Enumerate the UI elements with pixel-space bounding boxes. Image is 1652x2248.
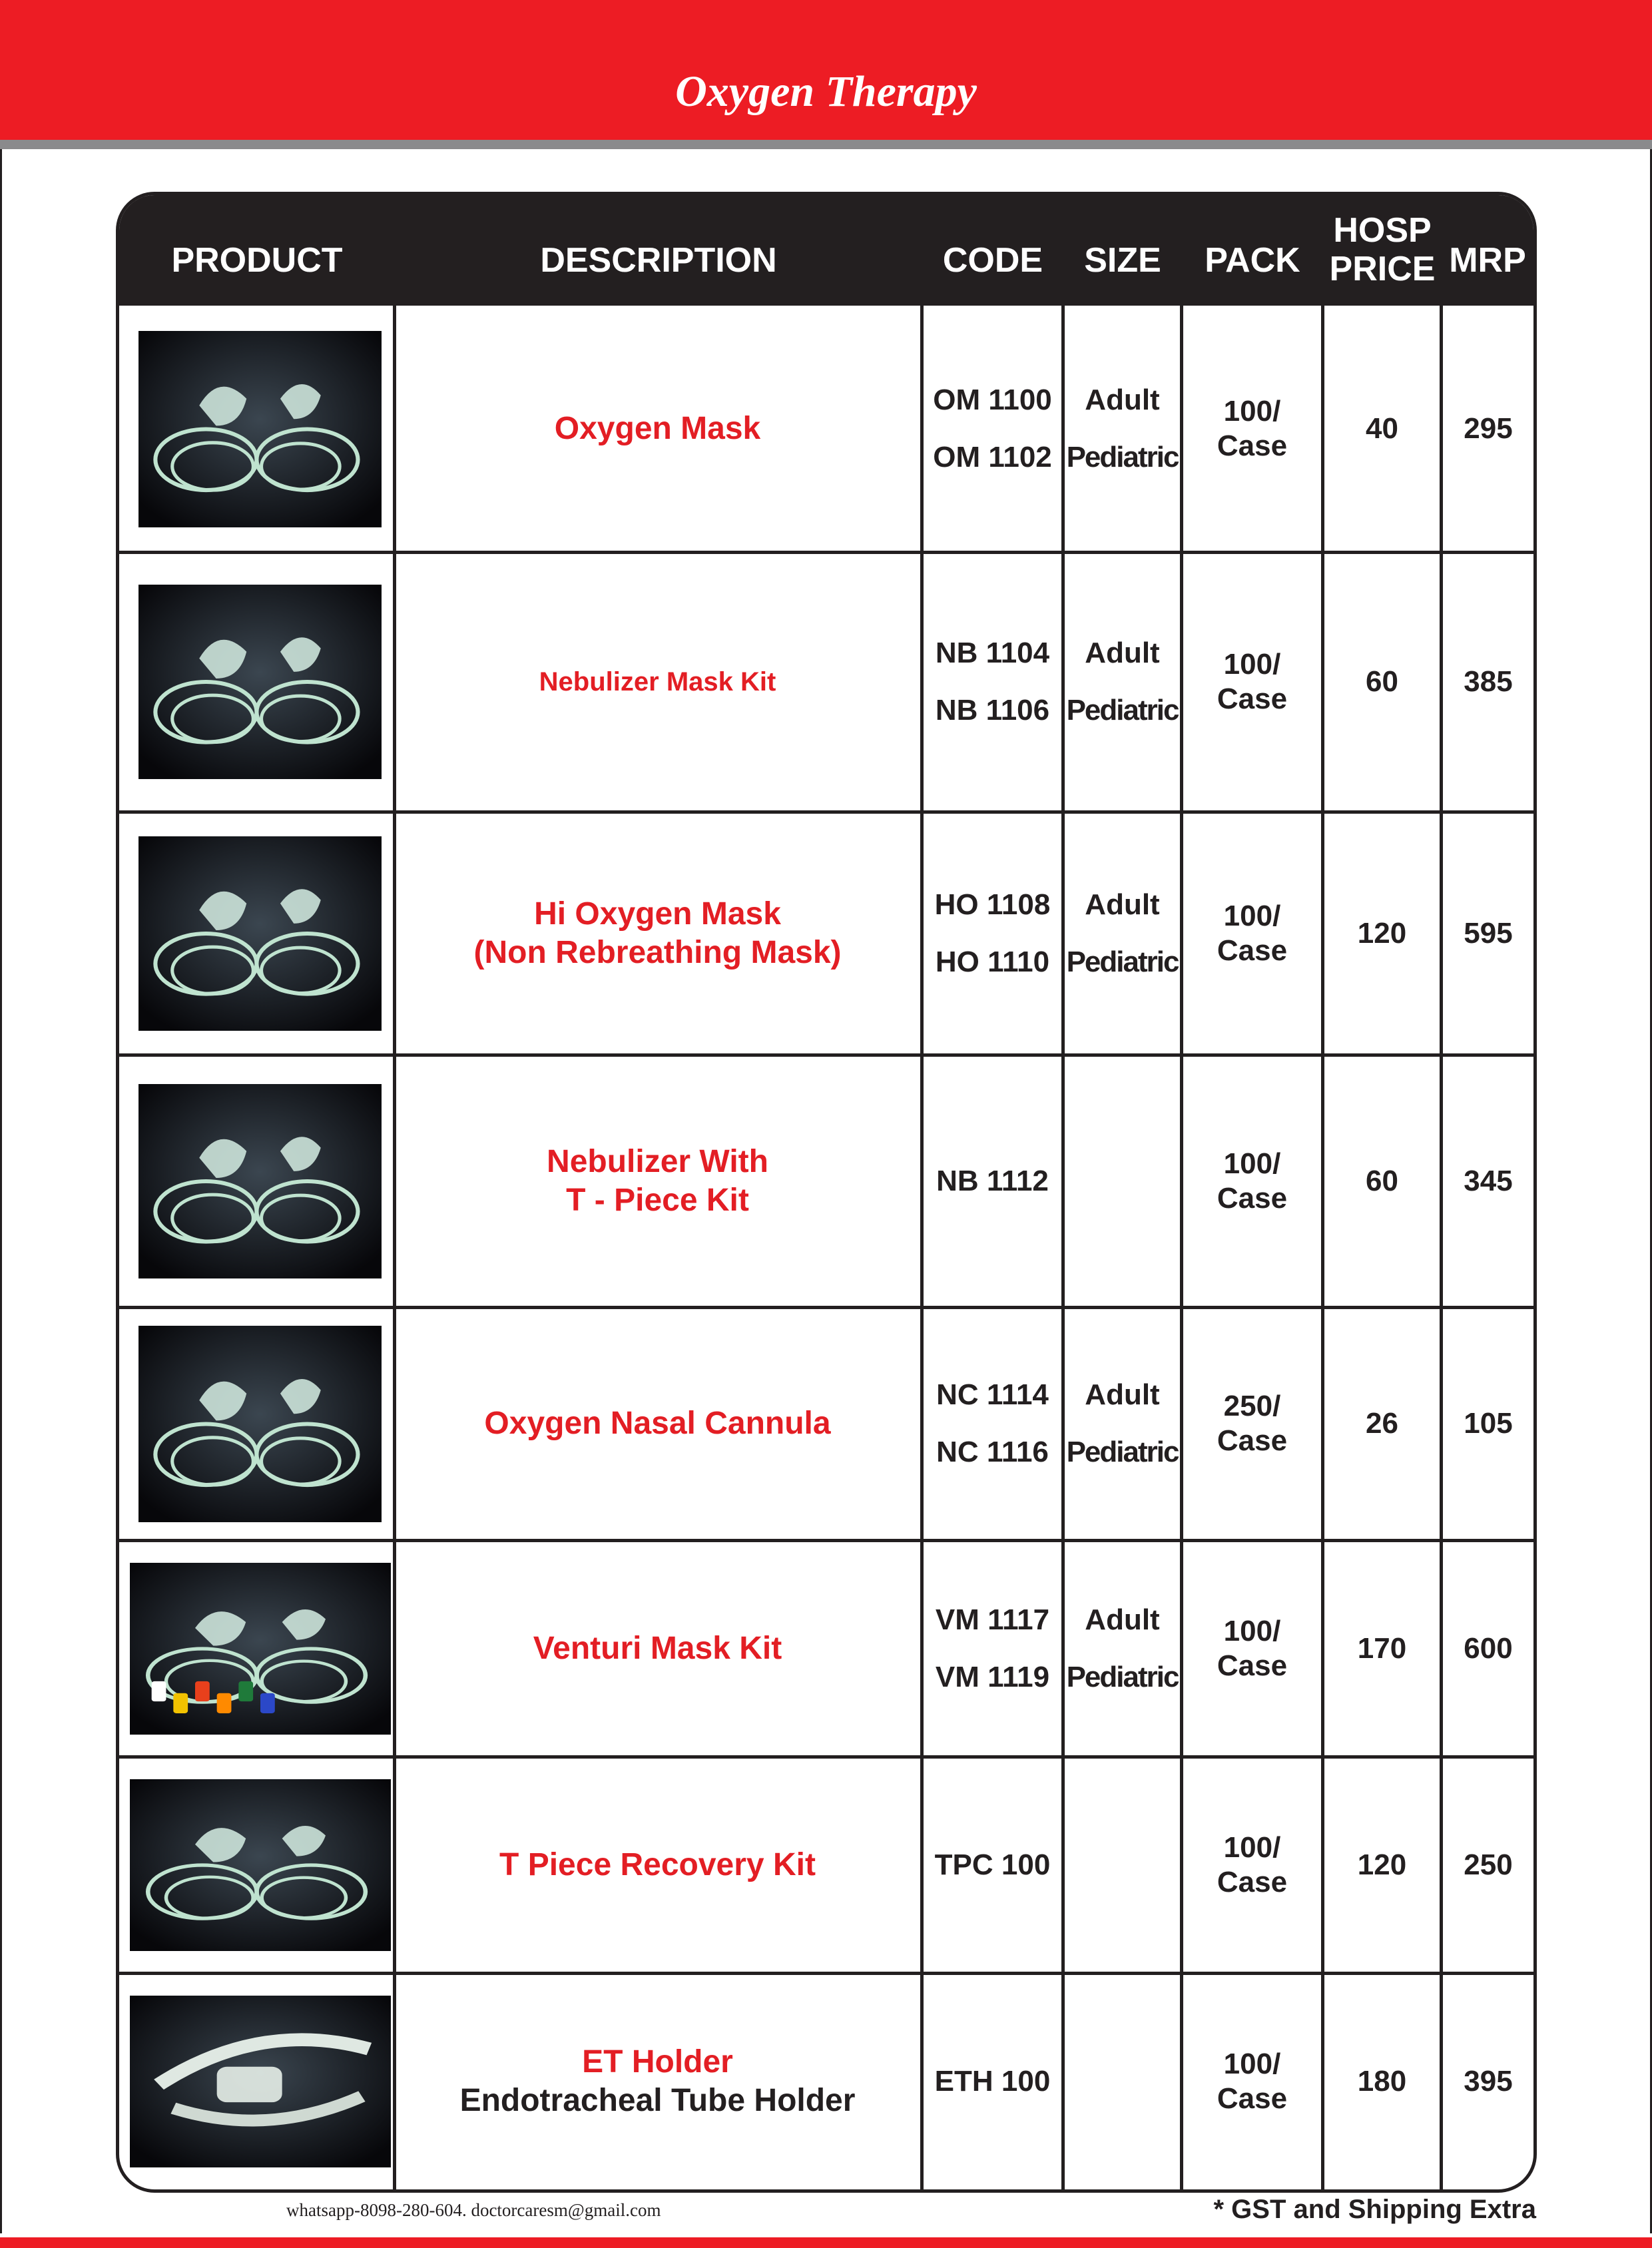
- nebulizer-mask-kit-photo: [138, 585, 382, 779]
- product-size: Pediatric: [1066, 441, 1179, 473]
- gst-note: * GST and Shipping Extra: [1213, 2195, 1536, 2224]
- product-code: HO 1110: [935, 945, 1050, 978]
- product-name-line2: T - Piece Kit: [566, 1182, 749, 1218]
- product-name: Oxygen Nasal Cannula: [484, 1406, 831, 1441]
- header-product: PRODUCT: [171, 241, 343, 280]
- header-pack: PACK: [1205, 241, 1300, 280]
- product-codes: [924, 1540, 1061, 1757]
- product-code: NB 1112: [936, 1164, 1049, 1197]
- product-name: Nebulizer Mask Kit: [539, 667, 776, 697]
- product-name: T Piece Recovery Kit: [499, 1846, 816, 1882]
- product-name: ET Holder: [582, 2044, 733, 2080]
- pack-quantity: 100/: [1223, 899, 1281, 932]
- product-size: Pediatric: [1066, 1660, 1179, 1693]
- bottom-red-bar: [0, 2237, 1652, 2248]
- column-divider: [1061, 195, 1065, 2193]
- product-codes: [924, 1973, 1061, 2189]
- product-sizes: [1065, 812, 1180, 1055]
- product-code: VM 1117: [935, 1603, 1050, 1636]
- hosp-price: 60: [1366, 665, 1398, 698]
- product-code: NC 1114: [936, 1378, 1049, 1411]
- product-name: Nebulizer With: [547, 1143, 768, 1179]
- pack-unit: Case: [1217, 1424, 1288, 1457]
- hosp-price: 120: [1357, 916, 1407, 950]
- product-description: [395, 1540, 920, 1757]
- header-hosp-price: [1323, 195, 1442, 306]
- product-description: [395, 1055, 920, 1307]
- hosp-price: 60: [1366, 1164, 1398, 1197]
- product-sizes: [1065, 552, 1180, 812]
- page-border-left: [0, 149, 2, 2233]
- column-divider: [920, 195, 924, 2193]
- mrp-price: 295: [1464, 412, 1513, 445]
- hosp-price: 26: [1366, 1407, 1398, 1440]
- product-description: [395, 1757, 920, 1973]
- product-codes: [924, 1307, 1061, 1540]
- product-sizes: [1065, 1757, 1180, 1973]
- product-pack: [1183, 306, 1321, 552]
- product-code: NB 1104: [935, 637, 1050, 669]
- mrp-price: 385: [1464, 665, 1513, 698]
- product-size: Adult: [1085, 888, 1160, 921]
- product-size: Pediatric: [1066, 1436, 1179, 1468]
- product-codes: [924, 1757, 1061, 1973]
- nebulizer-t-piece-photo: [138, 1084, 382, 1278]
- product-size: Adult: [1085, 1378, 1160, 1411]
- header-hosp-price-line1: HOSP: [1333, 211, 1432, 250]
- product-name: Hi Oxygen Mask: [534, 896, 781, 932]
- t-piece-recovery-kit-photo: [130, 1779, 391, 1951]
- product-name: Venturi Mask Kit: [533, 1630, 782, 1666]
- product-codes: [924, 306, 1061, 552]
- hi-oxygen-mask-photo: [138, 836, 382, 1031]
- pack-unit: Case: [1217, 1181, 1288, 1215]
- mrp-price: 105: [1464, 1407, 1513, 1440]
- product-pack: [1183, 1757, 1321, 1973]
- pack-unit: Case: [1217, 934, 1288, 967]
- pack-quantity: 100/: [1223, 1614, 1281, 1647]
- contact-info: whatsapp-8098-280-604. doctorcaresm@gmail.com: [286, 2200, 661, 2220]
- pack-quantity: 100/: [1223, 648, 1281, 681]
- product-sizes: [1065, 306, 1180, 552]
- product-sizes: [1065, 1540, 1180, 1757]
- product-name: Oxygen Mask: [554, 411, 761, 446]
- hosp-price: 40: [1366, 412, 1398, 445]
- pack-unit: Case: [1217, 2082, 1288, 2115]
- pack-unit: Case: [1217, 1865, 1288, 1898]
- product-code: OM 1102: [933, 441, 1052, 473]
- column-divider: [1440, 195, 1443, 2193]
- product-pack: [1183, 1973, 1321, 2189]
- product-code: HO 1108: [934, 888, 1051, 921]
- hosp-price: 170: [1357, 1631, 1407, 1665]
- banner-underline: [0, 140, 1652, 149]
- mrp-price: 395: [1464, 2064, 1513, 2098]
- pack-unit: Case: [1217, 683, 1288, 715]
- product-name-line2: (Non Rebreathing Mask): [473, 934, 842, 970]
- product-codes: [924, 1055, 1061, 1307]
- product-sizes: [1065, 1055, 1180, 1307]
- pack-quantity: 100/: [1223, 1830, 1281, 1864]
- product-description: [395, 812, 920, 1055]
- product-size: Adult: [1085, 637, 1160, 669]
- product-subtitle: Endotracheal Tube Holder: [459, 2082, 856, 2118]
- product-pack: [1183, 1307, 1321, 1540]
- product-pack: [1183, 1540, 1321, 1757]
- product-code: ETH 100: [934, 2064, 1051, 2098]
- product-description: [395, 1973, 920, 2189]
- nasal-cannula-photo: [138, 1326, 382, 1522]
- product-description: [395, 552, 920, 812]
- product-description: [395, 306, 920, 552]
- header-size: SIZE: [1084, 241, 1161, 280]
- pack-unit: Case: [1217, 1649, 1288, 1682]
- product-code: NC 1116: [936, 1436, 1049, 1468]
- product-size: Pediatric: [1066, 694, 1179, 726]
- column-divider: [1321, 195, 1324, 2193]
- pack-quantity: 100/: [1223, 395, 1281, 427]
- header-code: CODE: [942, 241, 1043, 280]
- oxygen-mask-photo: [138, 331, 382, 527]
- pack-quantity: 100/: [1223, 1147, 1281, 1180]
- header-mrp: MRP: [1449, 241, 1526, 280]
- hosp-price: 180: [1357, 2064, 1407, 2098]
- product-pack: [1183, 552, 1321, 812]
- product-sizes: [1065, 1307, 1180, 1540]
- product-code: OM 1100: [933, 384, 1052, 416]
- page-title: Oxygen Therapy: [675, 67, 977, 116]
- product-pack: [1183, 812, 1321, 1055]
- column-divider: [1180, 195, 1183, 2193]
- product-codes: [924, 552, 1061, 812]
- hosp-price: 120: [1357, 1848, 1407, 1881]
- product-sizes: [1065, 1973, 1180, 2189]
- product-codes: [924, 812, 1061, 1055]
- product-size: Adult: [1085, 1603, 1160, 1636]
- column-divider: [393, 195, 396, 2193]
- product-code: TPC 100: [934, 1848, 1051, 1881]
- pack-quantity: 100/: [1223, 2047, 1281, 2080]
- mrp-price: 600: [1464, 1631, 1513, 1665]
- pack-unit: Case: [1217, 429, 1288, 462]
- pack-quantity: 250/: [1223, 1390, 1281, 1422]
- product-size: Adult: [1085, 384, 1160, 416]
- product-size: Pediatric: [1066, 945, 1179, 978]
- mrp-price: 595: [1464, 916, 1513, 950]
- product-code: VM 1119: [935, 1660, 1050, 1693]
- product-pack: [1183, 1055, 1321, 1307]
- mrp-price: 345: [1464, 1164, 1513, 1197]
- et-holder-photo: [130, 1996, 391, 2167]
- product-code: NB 1106: [935, 694, 1050, 726]
- header-hosp-price-line2: PRICE: [1329, 250, 1436, 288]
- product-description: [395, 1307, 920, 1540]
- header-description: DESCRIPTION: [540, 241, 777, 280]
- price-table: [116, 192, 1537, 2193]
- mrp-price: 250: [1464, 1848, 1513, 1881]
- venturi-mask-kit-photo: [130, 1563, 391, 1735]
